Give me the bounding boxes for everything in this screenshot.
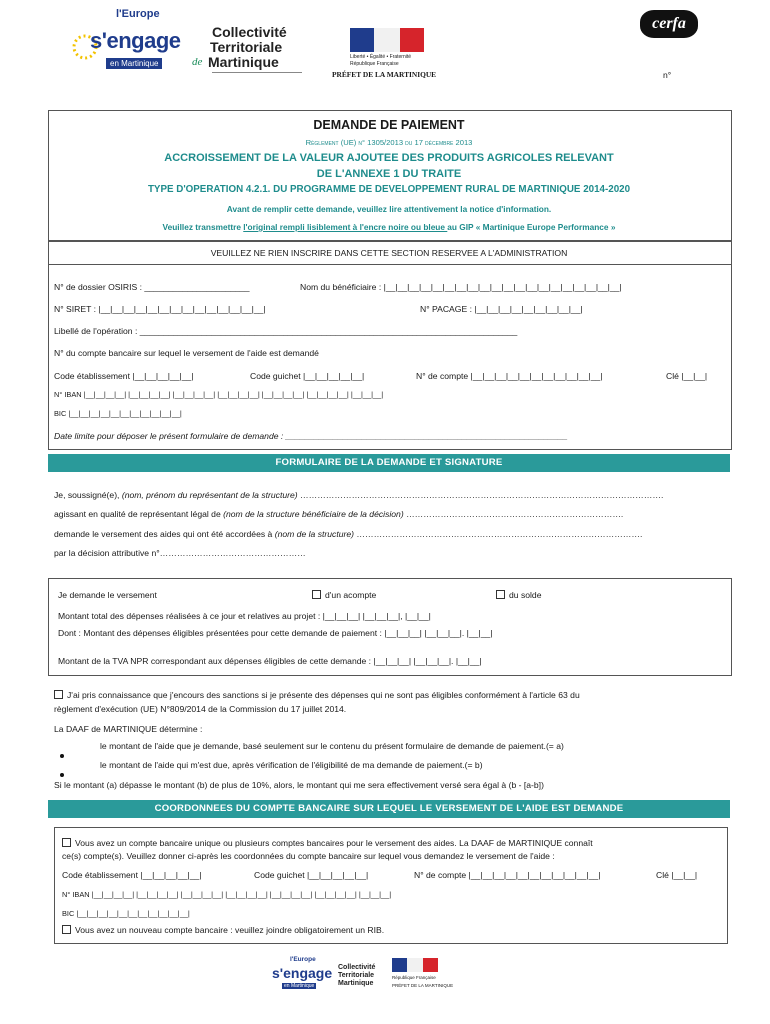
admin-code-etab-field[interactable]: Code établissement |__|__|__|__|__| [54, 371, 194, 381]
title-line-3: TYPE D'OPERATION 4.2.1. DU PROGRAMME DE DEVELOPPEMENT RURAL DE MARTINIQUE 2014-2020 [147, 184, 631, 195]
transmit-pre: Veuillez transmettre [162, 222, 244, 232]
pacage-field[interactable]: N° PACAGE : |__|__|__|__|__|__|__|__|__| [420, 304, 583, 314]
ctm-logo-rule [212, 72, 302, 73]
soussigne-it: (nom, prénom du représentant de la structure) [121, 490, 298, 500]
regulation-text: Règlement (UE) n° 1305/2013 du 17 décembre 2013 [305, 138, 473, 147]
notice-text: Avant de remplir cette demande, veuillez lire attentivement la notice d'information. [226, 204, 552, 214]
prefet-label: PRÉFET DE LA MARTINIQUE [332, 70, 437, 79]
footer-rf-caption: République Française [392, 975, 436, 980]
nouveau-compte-text: Vous avez un nouveau compte bancaire : veuillez joindre obligatoirement un RIB. [75, 925, 385, 935]
code-etab-field[interactable]: Code établissement |__|__|__|__|__| [62, 870, 202, 880]
form-section-heading: FORMULAIRE DE LA DEMANDE ET SIGNATURE [48, 454, 730, 472]
qualite-it: (nom de la structure bénéficiaire de la décision) [223, 509, 404, 519]
title-line-2: DE L'ANNEXE 1 DU TRAITE [316, 168, 462, 180]
date-limite-field[interactable]: Date limite pour déposer le présent formulaire de demande : ___________________________________________________________ [54, 431, 568, 441]
soussigne-line[interactable] [54, 490, 663, 500]
solde-label: du solde [509, 590, 542, 600]
transmit-text [0, 222, 770, 232]
admin-iban-field[interactable]: N° IBAN |__|__|__|__| |__|__|__|__| |__|__|__|__| |__|__|__|__| |__|__|__|__| |__|__|__|__| |__|__|__| [54, 390, 384, 399]
sanctions-line-2: règlement d'exécution (UE) N°809/2014 de la Commission du 17 juillet 2014. [54, 704, 347, 714]
osiris-field[interactable]: N° de dossier OSIRIS : ______________________ [54, 282, 250, 292]
admin-heading-rule [48, 264, 732, 265]
bic-field[interactable]: BIC |__|__|__|__|__|__|__|__|__|__|__| [62, 909, 190, 918]
soussigne-dots: ………………………………………………………………………………………………………………. [297, 490, 664, 500]
footer-ctm-line1: Collectivité [338, 964, 376, 971]
rf-logo [350, 28, 424, 74]
eu-logo-top-text: l'Europe [116, 8, 160, 20]
versement-line[interactable] [54, 529, 642, 539]
footer-ctm-line2: Territoriale [338, 972, 375, 979]
admin-bic-field[interactable]: BIC |__|__|__|__|__|__|__|__|__|__|__| [54, 409, 182, 418]
rf-caption-1: Liberté • Égalité • Fraternité [350, 54, 412, 60]
qualite-pre: agissant en qualité de représentant légal de [54, 509, 224, 519]
eu-logo-main-text: s'engage [90, 28, 181, 53]
eu-logo-sub-text: en Martinique [106, 58, 162, 69]
libelle-field[interactable]: Libellé de l'opération : _______________________________________________________________________________ [54, 326, 518, 336]
footer-ctm-line3: Martinique [338, 980, 374, 987]
qualite-line[interactable] [54, 509, 623, 519]
admin-cle-field[interactable]: Clé |__|__| [666, 371, 708, 381]
ctm-logo-de: de [192, 56, 203, 68]
footer-eu-main: s'engage [272, 965, 333, 981]
form-number-label: n° [663, 70, 672, 80]
transmit-underlined: l'original rempli lisiblement à l'encre noire ou bleue [243, 222, 448, 232]
daaf-label: La DAAF de MARTINIQUE détermine : [54, 724, 203, 734]
footer-rf-logo [392, 958, 454, 994]
sanctions-line-1[interactable] [54, 690, 580, 700]
iban-field[interactable]: N° IBAN |__|__|__|__| |__|__|__|__| |__|__|__|__| |__|__|__|__| |__|__|__|__| |__|__|__|__| |__|__|__| [62, 890, 392, 899]
acompte-option[interactable] [312, 590, 376, 600]
transmit-post: au GIP « Martinique Europe Performance » [447, 222, 616, 232]
page-title: DEMANDE DE PAIEMENT [313, 118, 465, 132]
num-compte-field[interactable]: N° de compte |__|__|__|__|__|__|__|__|__|__|__| [414, 870, 601, 880]
coordonnees-heading: COORDONNEES DU COMPTE BANCAIRE SUR LEQUEL LE VERSEMENT DE L'AIDE EST DEMANDE [48, 800, 730, 818]
admin-heading: VEUILLEZ NE RIEN INSCRIRE DANS CETTE SECTION RESERVEE A L'ADMINISTRATION [210, 248, 568, 258]
footer-eu-sub: en Martinique [284, 983, 315, 989]
cerfa-logo: cerfa [640, 10, 698, 38]
title-line-1: ACCROISSEMENT DE LA VALEUR AJOUTEE DES PRODUITS AGRICOLES RELEVANT [164, 152, 614, 164]
admin-code-guichet-field[interactable]: Code guichet |__|__|__|__|__| [250, 371, 365, 381]
qualite-dots: …………………………………………………………………. [403, 509, 624, 519]
solde-checkbox[interactable] [496, 590, 505, 599]
rf-caption-2: République Française [350, 61, 399, 67]
ctm-logo-line1: Collectivité [212, 24, 287, 40]
bullet-2-text: le montant de l'aide qui m'est due, après vérification de l'éligibilité de ma demande de paiement.(= b) [100, 760, 483, 770]
montant-eligible-field[interactable]: Dont : Montant des dépenses éligibles présentées pour cette demande de paiement : |__|__|__| |__|__|__|. |__|__| [58, 628, 493, 638]
solde-option[interactable] [496, 590, 542, 600]
admin-box [48, 240, 732, 450]
acompte-label: d'un acompte [325, 590, 377, 600]
acompte-checkbox[interactable] [312, 590, 321, 599]
compte-unique-checkbox[interactable] [62, 838, 71, 847]
demande-versement-label: Je demande le versement [58, 590, 157, 600]
ctm-logo-line3: Martinique [208, 54, 279, 70]
soussigne-pre: Je, soussigné(e), [54, 490, 122, 500]
bullet-1-marker [60, 745, 64, 763]
sanctions-checkbox[interactable] [54, 690, 63, 699]
versement-it: (nom de la structure) [274, 529, 355, 539]
montant-total-field[interactable]: Montant total des dépenses réalisées à ce jour et relatives au projet : |__|__|__| |__|__|__|, |__|__| [58, 611, 431, 621]
decision-line[interactable]: par la décision attributive n°…………………………………………… [54, 548, 306, 558]
eu-logo [72, 6, 180, 78]
compte-bancaire-label: N° du compte bancaire sur lequel le versement de l'aide est demandé [54, 348, 319, 358]
siret-field[interactable]: N° SIRET : |__|__|__|__|__|__|__|__|__|__|__|__|__|__| [54, 304, 266, 314]
beneficiaire-field[interactable]: Nom du bénéficiaire : |__|__|__|__|__|__|__|__|__|__|__|__|__|__|__|__|__|__|__|__| [300, 282, 622, 292]
compte-unique-line-2: ce(s) compte(s). Veuillez donner ci-après les coordonnées du compte bancaire sur lequel vous demandez le versement de l'aide : [62, 851, 555, 861]
bullet-1-text: le montant de l'aide que je demande, basé seulement sur le contenu du présent formulaire de demande de paiement.(= a) [100, 741, 564, 751]
footer-prefet: PRÉFET DE LA MARTINIQUE [392, 983, 454, 988]
si-montant-text: Si le montant (a) dépasse le montant (b) de plus de 10%, alors, le montant qui me sera effectivement versé sera égal à (b - [a-b]) [54, 780, 544, 790]
marianne-icon [350, 28, 424, 52]
cle-field[interactable]: Clé |__|__| [656, 870, 698, 880]
nouveau-compte-checkbox[interactable] [62, 925, 71, 934]
admin-num-compte-field[interactable]: N° de compte |__|__|__|__|__|__|__|__|__|__|__| [416, 371, 603, 381]
ctm-logo [192, 24, 304, 80]
compte-unique-text-1: Vous avez un compte bancaire unique ou plusieurs comptes bancaires pour le versement des aides. La DAAF de MARTINIQUE connaît [75, 838, 593, 848]
footer-eu-top: l'Europe [290, 956, 316, 963]
compte-unique-line-1[interactable] [62, 838, 593, 848]
montant-tva-field[interactable]: Montant de la TVA NPR correspondant aux dépenses éligibles de cette demande : |__|__|__| |__|__|__|. |__|__| [58, 656, 482, 666]
sanctions-text-1: J'ai pris connaissance que j'encours des sanctions si je présente des dépenses qui ne sont pas éligibles conformément à l'article 63 du [67, 690, 580, 700]
code-guichet-field[interactable]: Code guichet |__|__|__|__|__| [254, 870, 369, 880]
nouveau-compte-line[interactable] [62, 925, 384, 935]
footer-ctm-logo [338, 964, 388, 996]
versement-pre: demande le versement des aides qui ont été accordées à [54, 529, 275, 539]
versement-dots: ………………………………………………………………………………………. [354, 529, 643, 539]
footer-eu-logo [266, 956, 333, 996]
ctm-logo-line2: Territoriale [210, 39, 283, 55]
